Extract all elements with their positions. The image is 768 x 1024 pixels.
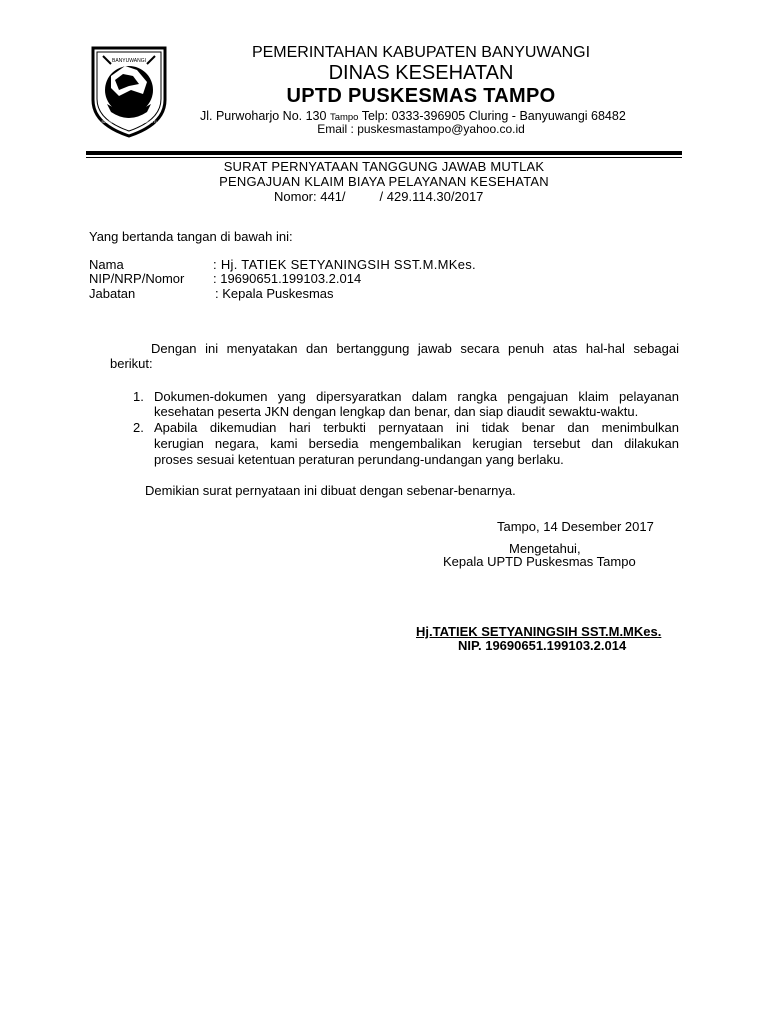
letterhead-government: PEMERINTAHAN KABUPATEN BANYUWANGI [251,44,591,61]
letterhead-address: Jl. Purwoharjo No. 130 Tampo Telp: 0333-396905 Cluring - Banyuwangi 68482 [200,109,626,123]
document-title-line1: SURAT PERNYATAAN TANGGUNG JAWAB MUTLAK [223,159,545,174]
point-1-line1: Dokumen-dokumen yang dipersyaratkan dalam rangka pengajuan klaim pelayanan [154,389,679,404]
point-2-line3: proses sesuai ketentuan peraturan perundang-undangan yang berlaku. [154,452,564,467]
letterhead-department: DINAS KESEHATAN [328,62,514,84]
signatory-name: Hj.TATIEK SETYANINGSIH SST.M.MKes. [416,624,662,639]
signatory-nip: NIP. 19690651.199103.2.014 [458,638,627,653]
closing-text: Demikian surat pernyataan ini dibuat dengan sebenar-benarnya. [145,483,516,498]
letterhead-email: Email : puskesmastampo@yahoo.co.id [317,122,525,136]
document-title-line2: PENGAJUAN KLAIM BIAYA PELAYANAN KESEHATAN [219,174,549,189]
point-2-line1: Apabila dikemudian hari terbukti pernyataan ini tidak benar dan menimbulkan [154,420,679,435]
identity-value-position: : Kepala Puskesmas [215,286,334,301]
point-1-line2: kesehatan peserta JKN dengan lengkap dan benar, dan siap diaudit sewaktu-waktu. [154,404,639,419]
signature-acknowledged: Mengetahui, [509,541,581,556]
point-2-line2: kerugian negara, kami bersedia mengembalikan kerugian tersebut dan dilakukan [154,436,679,451]
statement-line2: berikut: [110,356,153,371]
letterhead-divider-thick [86,151,682,155]
intro-text: Yang bertanda tangan di bawah ini: [89,229,293,244]
letterhead-divider-thin [86,157,682,158]
identity-label-position: Jabatan [89,286,136,301]
signature-place-date: Tampo, 14 Desember 2017 [497,519,654,534]
point-2-number: 2. [133,420,144,435]
letterhead-unit: UPTD PUSKESMAS TAMPO [286,85,556,107]
statement-line1: Dengan ini menyatakan dan bertanggung jawab secara penuh atas hal-hal sebagai [151,341,679,356]
document-number: Nomor: 441/ / 429.114.30/2017 [274,189,484,204]
identity-value-nip: : 19690651.199103.2.014 [213,271,362,286]
identity-label-name: Nama [89,257,124,272]
identity-value-name: : Hj. TATIEK SETYANINGSIH SST.M.MKes. [213,257,476,272]
emblem-banner-text: SATYA BHAKTI PRAJA MUKTI [101,119,157,124]
signature-position: Kepala UPTD Puskesmas Tampo [443,554,636,569]
identity-label-nip: NIP/NRP/Nomor [89,271,185,286]
point-1-number: 1. [133,389,144,404]
emblem-ring-text: BANYUWANGI [112,58,146,64]
